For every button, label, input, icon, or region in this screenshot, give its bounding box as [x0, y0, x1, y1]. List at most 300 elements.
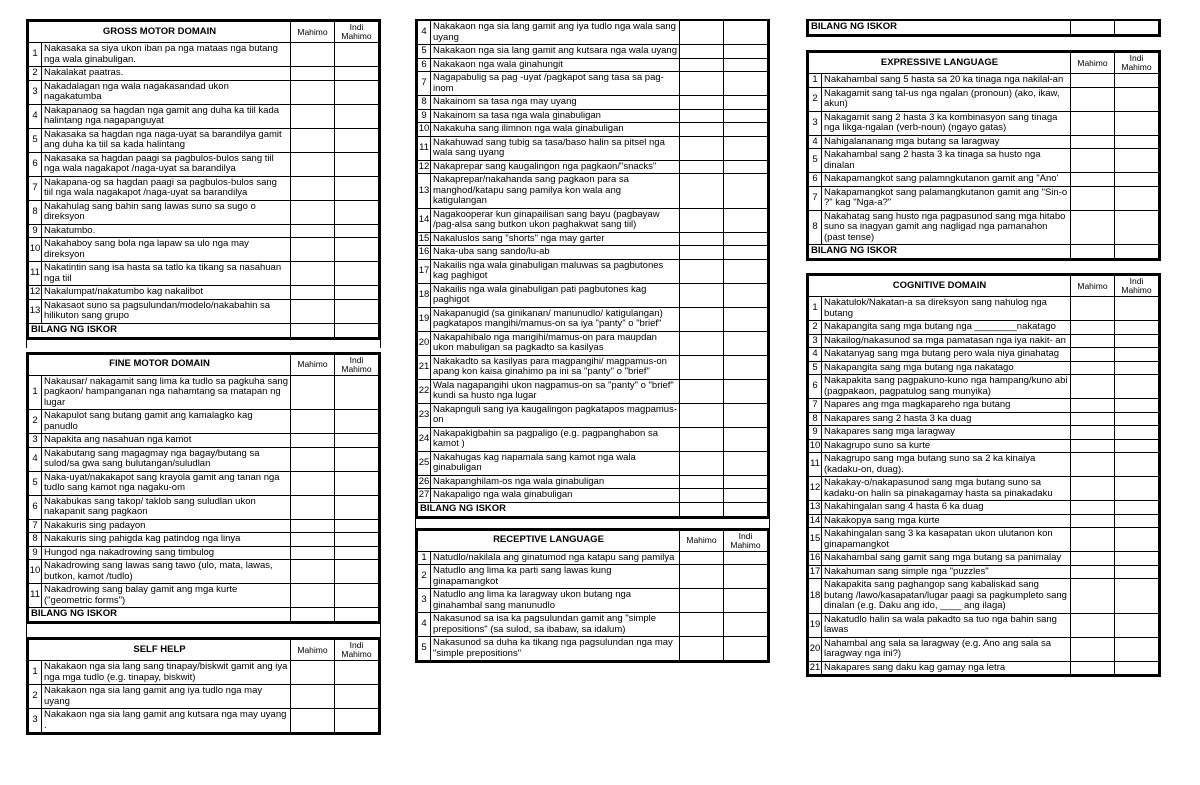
indi-mahimo-checkbox[interactable] [335, 546, 379, 560]
item-row [29, 176, 379, 200]
mahimo-checkbox[interactable] [1071, 111, 1115, 135]
mahimo-checkbox[interactable] [291, 152, 335, 176]
indi-mahimo-checkbox[interactable] [1115, 661, 1159, 675]
mahimo-checkbox[interactable] [291, 546, 335, 560]
indi-mahimo-checkbox[interactable] [1115, 613, 1159, 637]
item-number: 2 [809, 321, 822, 335]
indi-mahimo-checkbox[interactable] [335, 560, 379, 584]
item-number: 10 [809, 439, 821, 451]
mahimo-checkbox[interactable] [1071, 348, 1115, 362]
mahimo-checkbox[interactable] [291, 176, 335, 200]
item-row [29, 447, 379, 471]
indi-mahimo-checkbox[interactable] [335, 685, 379, 709]
item-text: Nakagrupo sang mga butang suno sa 2 ka kinaiya (kadaku-on, duag). [822, 453, 1071, 477]
indi-mahimo-checkbox[interactable] [724, 259, 768, 283]
mahimo-checkbox[interactable] [1071, 361, 1115, 375]
item-text: Naka-uba sang sando/lu-ab [431, 246, 680, 260]
item-row [418, 174, 768, 209]
mahimo-checkbox[interactable] [680, 283, 724, 307]
indi-mahimo-checkbox[interactable] [724, 475, 768, 489]
self-help-continued-table [417, 20, 768, 517]
indi-mahimo-checkbox[interactable] [335, 43, 379, 67]
item-row [29, 584, 379, 608]
item-number: 6 [29, 152, 42, 176]
mahimo-checkbox[interactable] [680, 355, 724, 379]
item-number: 3 [29, 80, 42, 104]
indi-mahimo-checkbox[interactable] [335, 471, 379, 495]
indi-mahimo-checkbox[interactable] [1115, 87, 1159, 111]
mahimo-checkbox[interactable] [291, 224, 335, 238]
item-number: 16 [809, 552, 821, 563]
mahimo-checkbox[interactable] [1071, 477, 1115, 501]
mahimo-checkbox[interactable] [1071, 613, 1115, 637]
mahimo-header: Mahimo [291, 22, 335, 43]
indi-mahimo-checkbox[interactable] [335, 584, 379, 608]
item-row [418, 355, 768, 379]
mahimo-checkbox[interactable] [1071, 297, 1115, 321]
indi-mahimo-checkbox[interactable] [724, 160, 768, 174]
item-text: Nakakaon nga sia lang gamit ang iya tudlo nga wala sang uyang [431, 21, 680, 45]
item-row [809, 321, 1159, 335]
indi-mahimo-checkbox[interactable] [335, 104, 379, 128]
item-row [809, 173, 1159, 187]
indi-mahimo-checkbox[interactable] [1115, 375, 1159, 399]
mahimo-checkbox[interactable] [680, 58, 724, 72]
indi-mahimo-checkbox[interactable] [335, 410, 379, 434]
item-number: 20 [418, 331, 431, 355]
item-row [418, 489, 768, 503]
indi-mahimo-header: Indi Mahimo [335, 22, 379, 43]
indi-mahimo-checkbox[interactable] [724, 109, 768, 123]
mahimo-checkbox[interactable] [1071, 74, 1115, 88]
item-row [809, 87, 1159, 111]
mahimo-checkbox[interactable] [1071, 135, 1115, 149]
item-number: 13 [29, 299, 42, 323]
item-text: Hungod nga nakadrowing sang timbulog [42, 546, 291, 560]
indi-mahimo-checkbox[interactable] [1115, 528, 1159, 552]
item-number: 1 [29, 661, 42, 685]
mahimo-checkbox[interactable] [680, 637, 724, 661]
mahimo-score[interactable] [1071, 245, 1115, 259]
mahimo-checkbox[interactable] [291, 519, 335, 533]
indi-mahimo-checkbox[interactable] [335, 128, 379, 152]
item-text: Nakasunod sa isa ka pagsulundan gamit ang "simple prepositions" (sa sulod, sa ibabaw, sa idalum) [431, 613, 680, 637]
indi-mahimo-checkbox[interactable] [724, 208, 768, 232]
mahimo-checkbox[interactable] [680, 259, 724, 283]
indi-mahimo-checkbox[interactable] [724, 21, 768, 45]
item-row [809, 579, 1159, 614]
item-row [809, 661, 1159, 675]
indi-mahimo-checkbox[interactable] [1115, 321, 1159, 335]
indi-mahimo-checkbox[interactable] [724, 58, 768, 72]
indi-mahimo-checkbox[interactable] [335, 709, 379, 733]
indi-mahimo-checkbox[interactable] [335, 238, 379, 262]
item-row [418, 160, 768, 174]
indi-mahimo-checkbox[interactable] [335, 434, 379, 448]
indi-mahimo-checkbox[interactable] [1115, 426, 1159, 440]
item-number: 8 [29, 533, 42, 547]
mahimo-checkbox[interactable] [291, 533, 335, 547]
indi-mahimo-checkbox[interactable] [1115, 412, 1159, 426]
item-text: Nakailog/nakasunod sa mga pamatasan nga iya nakit- an [822, 334, 1071, 348]
mahimo-checkbox[interactable] [291, 67, 335, 81]
mahimo-checkbox[interactable] [291, 584, 335, 608]
indi-mahimo-checkbox[interactable] [335, 299, 379, 323]
mahimo-checkbox[interactable] [291, 685, 335, 709]
item-number: 10 [29, 238, 42, 262]
indi-mahimo-checkbox[interactable] [1115, 439, 1159, 453]
mahimo-checkbox[interactable] [1071, 375, 1115, 399]
indi-mahimo-checkbox[interactable] [1115, 210, 1159, 245]
item-number: 4 [29, 104, 42, 128]
section-header [418, 530, 768, 551]
gross-motor-table [28, 21, 379, 338]
item-number: 3 [29, 434, 42, 448]
item-number: 8 [29, 200, 42, 224]
indi-mahimo-score[interactable] [335, 608, 379, 622]
indi-mahimo-score[interactable] [724, 502, 768, 516]
mahimo-checkbox[interactable] [291, 286, 335, 300]
mahimo-score[interactable] [291, 323, 335, 337]
indi-mahimo-checkbox[interactable] [1115, 501, 1159, 515]
mahimo-checkbox[interactable] [680, 403, 724, 427]
item-text: Nakasaka sa hagdan paagi sa pagbulos-bulos sang tiil nga wala nagakapot /naga-uyat sa barandilya [42, 152, 291, 176]
item-text: Nakakaon nga sia lang gamit ang kutsara nga wala uyang [431, 45, 680, 59]
indi-mahimo-header: Indi Mahimo [335, 354, 379, 375]
indi-mahimo-checkbox[interactable] [335, 661, 379, 685]
item-text: Nakapulot sang butang gamit ang kamalagko kag panudlo [42, 410, 291, 434]
item-number: 10 [418, 123, 430, 134]
section-title: FINE MOTOR DOMAIN [29, 354, 291, 375]
mahimo-checkbox[interactable] [291, 43, 335, 67]
item-row [29, 519, 379, 533]
item-text: Nakadrowing sang balay gamit ang mga kurte ("geometric forms") [42, 584, 291, 608]
indi-mahimo-checkbox[interactable] [724, 551, 768, 565]
mahimo-checkbox[interactable] [1071, 453, 1115, 477]
mahimo-checkbox[interactable] [291, 471, 335, 495]
indi-mahimo-checkbox[interactable] [724, 96, 768, 110]
indi-mahimo-checkbox[interactable] [1115, 111, 1159, 135]
item-text: Napakita ang nasahuan nga kamot [42, 434, 291, 448]
mahimo-checkbox[interactable] [1071, 661, 1115, 675]
mahimo-checkbox[interactable] [680, 565, 724, 589]
mahimo-checkbox[interactable] [1071, 426, 1115, 440]
mahimo-checkbox[interactable] [1071, 579, 1115, 614]
item-number: 13 [809, 501, 821, 512]
score-total-row [29, 323, 379, 337]
mahimo-score[interactable] [291, 608, 335, 622]
item-number: 1 [29, 375, 42, 410]
item-row [29, 375, 379, 410]
item-number: 12 [809, 477, 822, 501]
item-number: 19 [418, 307, 431, 331]
indi-mahimo-checkbox[interactable] [335, 67, 379, 81]
item-text: Nakabutang sang magagmay nga bagay/butang sa sulod/sa gwa sang bulutangan/suludlan [42, 447, 291, 471]
mahimo-checkbox[interactable] [680, 136, 724, 160]
indi-mahimo-checkbox[interactable] [1115, 297, 1159, 321]
item-number: 18 [418, 283, 431, 307]
indi-mahimo-checkbox[interactable] [335, 286, 379, 300]
mahimo-checkbox[interactable] [1071, 565, 1115, 579]
item-number: 7 [809, 186, 822, 210]
indi-mahimo-checkbox[interactable] [724, 565, 768, 589]
indi-mahimo-checkbox[interactable] [724, 72, 768, 96]
item-text: Nakalakat paatras. [42, 67, 291, 81]
mahimo-checkbox[interactable] [291, 80, 335, 104]
item-row [809, 613, 1159, 637]
item-number: 11 [29, 262, 42, 286]
mahimo-checkbox[interactable] [680, 208, 724, 232]
item-number: 17 [418, 259, 431, 283]
item-number: 19 [809, 613, 822, 637]
mahimo-checkbox[interactable] [291, 104, 335, 128]
item-text: Nagakooperar kun ginapailisan sang bayu (pagbayaw /pag-alsa sang butkon ukon paghakwat sang tiil) [431, 208, 680, 232]
indi-mahimo-checkbox[interactable] [724, 331, 768, 355]
item-number: 3 [809, 111, 822, 135]
item-number: 3 [809, 334, 822, 348]
indi-mahimo-checkbox[interactable] [724, 403, 768, 427]
indi-mahimo-checkbox[interactable] [1115, 514, 1159, 528]
mahimo-header: Mahimo [291, 354, 335, 375]
item-number: 25 [418, 451, 431, 475]
indi-mahimo-checkbox[interactable] [724, 45, 768, 59]
indi-mahimo-header: Indi Mahimo [724, 530, 768, 551]
indi-mahimo-checkbox[interactable] [724, 451, 768, 475]
indi-mahimo-checkbox[interactable] [724, 174, 768, 209]
mahimo-checkbox[interactable] [680, 613, 724, 637]
indi-mahimo-checkbox[interactable] [335, 495, 379, 519]
item-text: Nakasaot suno sa pagsulundan/modelo/nakabahin sa hilikuton sang grupo [42, 299, 291, 323]
indi-mahimo-score[interactable] [1115, 245, 1159, 259]
item-number: 17 [809, 565, 821, 577]
item-number: 9 [29, 546, 42, 560]
mahimo-checkbox[interactable] [680, 109, 724, 123]
item-row [809, 74, 1159, 88]
mahimo-checkbox[interactable] [680, 246, 724, 260]
item-text: Natudlo ang lima ka laragway ukon butang nga ginahambal sang manunudlo [431, 589, 680, 613]
mahimo-checkbox[interactable] [291, 238, 335, 262]
indi-mahimo-checkbox[interactable] [1115, 348, 1159, 362]
mahimo-checkbox[interactable] [1071, 87, 1115, 111]
indi-mahimo-checkbox[interactable] [335, 519, 379, 533]
item-text: Nakahugas kag napamala sang kamot nga wala ginabuligan [431, 451, 680, 475]
indi-mahimo-checkbox[interactable] [335, 200, 379, 224]
item-row [29, 200, 379, 224]
mahimo-checkbox[interactable] [1071, 528, 1115, 552]
item-text: Nakahingalan sang 4 hasta 6 ka duag [822, 501, 1071, 515]
item-row [809, 399, 1159, 413]
indi-mahimo-score[interactable] [335, 323, 379, 337]
indi-mahimo-checkbox[interactable] [724, 613, 768, 637]
mahimo-checkbox[interactable] [291, 299, 335, 323]
mahimo-checkbox[interactable] [291, 447, 335, 471]
item-row [809, 439, 1159, 453]
indi-mahimo-checkbox[interactable] [335, 152, 379, 176]
item-number: 14 [809, 514, 821, 526]
indi-mahimo-checkbox[interactable] [335, 533, 379, 547]
indi-mahimo-checkbox[interactable] [724, 307, 768, 331]
fine-motor-table [28, 354, 379, 623]
mahimo-checkbox[interactable] [291, 495, 335, 519]
mahimo-checkbox[interactable] [1071, 149, 1115, 173]
indi-mahimo-checkbox[interactable] [724, 489, 768, 503]
indi-mahimo-checkbox[interactable] [724, 589, 768, 613]
mahimo-checkbox[interactable] [1071, 210, 1115, 245]
mahimo-checkbox[interactable] [291, 375, 335, 410]
item-number: 6 [418, 58, 431, 72]
item-row [809, 514, 1159, 528]
indi-mahimo-checkbox[interactable] [724, 427, 768, 451]
mahimo-header: Mahimo [1071, 276, 1115, 297]
indi-mahimo-checkbox[interactable] [1115, 579, 1159, 614]
mahimo-score[interactable] [1071, 21, 1115, 35]
item-row [418, 21, 768, 45]
indi-mahimo-checkbox[interactable] [724, 123, 768, 137]
indi-mahimo-checkbox[interactable] [724, 283, 768, 307]
item-number: 5 [418, 637, 431, 661]
item-number: 27 [418, 489, 430, 500]
mahimo-checkbox[interactable] [1071, 399, 1115, 413]
indi-mahimo-checkbox[interactable] [1115, 149, 1159, 173]
mahimo-checkbox[interactable] [680, 72, 724, 96]
indi-mahimo-checkbox[interactable] [335, 224, 379, 238]
mahimo-checkbox[interactable] [680, 160, 724, 174]
item-row [809, 501, 1159, 515]
item-row [418, 58, 768, 72]
mahimo-checkbox[interactable] [1071, 173, 1115, 187]
indi-mahimo-checkbox[interactable] [335, 375, 379, 410]
mahimo-checkbox[interactable] [680, 307, 724, 331]
mahimo-checkbox[interactable] [291, 200, 335, 224]
receptive-language-table [417, 530, 768, 662]
indi-mahimo-checkbox[interactable] [1115, 637, 1159, 661]
mahimo-checkbox[interactable] [291, 434, 335, 448]
mahimo-checkbox[interactable] [680, 451, 724, 475]
indi-mahimo-checkbox[interactable] [335, 262, 379, 286]
item-text: Napares ang mga magkapareho nga butang [822, 399, 1071, 413]
indi-mahimo-checkbox[interactable] [1115, 173, 1159, 187]
item-text: Nakahaboy sang bola nga lapaw sa ulo nga may direksyon [42, 238, 291, 262]
item-number: 1 [418, 551, 431, 565]
item-text: Nakahambal sang 5 hasta sa 20 ka tinaga nga nakilal-an [822, 74, 1071, 88]
item-text: Nakakadto sa kasilyas para magpangihi/ magpamus-on apang kon kaisa ginahimo pa ini sa "panty" o "brief" [431, 355, 680, 379]
mahimo-checkbox[interactable] [291, 128, 335, 152]
item-text: Natudlo/nakilala ang ginatumod nga katapu sang pamilya [431, 551, 680, 565]
mahimo-checkbox[interactable] [680, 551, 724, 565]
item-row [418, 283, 768, 307]
mahimo-score[interactable] [680, 502, 724, 516]
indi-mahimo-checkbox[interactable] [724, 379, 768, 403]
mahimo-checkbox[interactable] [680, 379, 724, 403]
item-row [29, 560, 379, 584]
mahimo-checkbox[interactable] [680, 589, 724, 613]
mahimo-checkbox[interactable] [680, 21, 724, 45]
item-row [29, 533, 379, 547]
indi-mahimo-checkbox[interactable] [1115, 565, 1159, 579]
indi-mahimo-checkbox[interactable] [724, 637, 768, 661]
indi-mahimo-checkbox[interactable] [1115, 186, 1159, 210]
mahimo-checkbox[interactable] [680, 96, 724, 110]
mahimo-checkbox[interactable] [291, 709, 335, 733]
section-title: RECEPTIVE LANGUAGE [418, 530, 680, 551]
item-text: Nahigalananang mga butang sa laragway [822, 135, 1071, 149]
item-row [809, 297, 1159, 321]
item-text: Nakapakigbahin sa pagpaligo (e.g. pagpanghabon sa kamot ) [431, 427, 680, 451]
indi-mahimo-checkbox[interactable] [724, 246, 768, 260]
mahimo-checkbox[interactable] [1071, 321, 1115, 335]
item-text: Nakahambal sang 2 hasta 3 ka tinaga sa husto nga dinalan [822, 149, 1071, 173]
section-title: EXPRESSIVE LANGUAGE [809, 53, 1071, 74]
item-number: 18 [809, 579, 822, 614]
item-text: Nakasunod sa duha ka tikang nga pagsulundan nga may "simple prepositions" [431, 637, 680, 661]
mahimo-checkbox[interactable] [1071, 552, 1115, 566]
indi-mahimo-checkbox[interactable] [1115, 361, 1159, 375]
item-row [809, 361, 1159, 375]
mahimo-checkbox[interactable] [680, 45, 724, 59]
item-text: Nakahuwad sang tubig sa tasa/baso halin sa pitsel nga wala sang uyang [431, 136, 680, 160]
item-row [29, 43, 379, 67]
indi-mahimo-checkbox[interactable] [335, 176, 379, 200]
mahimo-checkbox[interactable] [291, 661, 335, 685]
indi-mahimo-checkbox[interactable] [1115, 74, 1159, 88]
section-header [29, 354, 379, 375]
indi-mahimo-checkbox[interactable] [724, 232, 768, 246]
indi-mahimo-checkbox[interactable] [1115, 135, 1159, 149]
mahimo-checkbox[interactable] [1071, 439, 1115, 453]
mahimo-checkbox[interactable] [1071, 186, 1115, 210]
indi-mahimo-score[interactable] [1115, 21, 1159, 35]
indi-mahimo-checkbox[interactable] [335, 80, 379, 104]
mahimo-checkbox[interactable] [680, 232, 724, 246]
mahimo-checkbox[interactable] [680, 489, 724, 503]
mahimo-checkbox[interactable] [680, 331, 724, 355]
mahimo-checkbox[interactable] [291, 262, 335, 286]
item-text: Nakadalagan nga wala nagakasandad ukon nagakatumba [42, 80, 291, 104]
mahimo-checkbox[interactable] [680, 427, 724, 451]
item-row [29, 546, 379, 560]
mahimo-checkbox[interactable] [291, 560, 335, 584]
indi-mahimo-checkbox[interactable] [1115, 477, 1159, 501]
mahimo-checkbox[interactable] [680, 475, 724, 489]
indi-mahimo-checkbox[interactable] [335, 447, 379, 471]
indi-mahimo-checkbox[interactable] [724, 355, 768, 379]
item-text: Nakailis nga wala ginabuligan pati pagbutones kag paghigot [431, 283, 680, 307]
indi-mahimo-checkbox[interactable] [1115, 552, 1159, 566]
item-number: 4 [418, 613, 431, 637]
score-total-label: BILANG NG ISKOR [809, 21, 1071, 35]
item-text: Nakakopya sang mga kurte [822, 514, 1071, 528]
mahimo-checkbox[interactable] [1071, 637, 1115, 661]
indi-mahimo-checkbox[interactable] [724, 136, 768, 160]
mahimo-checkbox[interactable] [291, 410, 335, 434]
mahimo-checkbox[interactable] [680, 174, 724, 209]
item-text: Nakakay-o/nakapasunod sang mga butang suno sa kadaku-on halin sa pinakagamay hasta sa pinakadaku [822, 477, 1071, 501]
mahimo-checkbox[interactable] [1071, 412, 1115, 426]
indi-mahimo-checkbox[interactable] [1115, 399, 1159, 413]
item-number: 12 [29, 286, 41, 297]
mahimo-checkbox[interactable] [680, 123, 724, 137]
item-row [418, 331, 768, 355]
mahimo-checkbox[interactable] [1071, 501, 1115, 515]
mahimo-checkbox[interactable] [1071, 514, 1115, 528]
item-text: Nakatintin sang isa hasta sa tatlo ka tikang sa nasahuan nga tiil [42, 262, 291, 286]
item-text: Nakahambal sang gamit sang mga butang sa panimalay [822, 552, 1071, 566]
indi-mahimo-checkbox[interactable] [1115, 334, 1159, 348]
item-row [29, 80, 379, 104]
item-text: Nagapabulig sa pag -uyat /pagkapot sang tasa sa pag-inom [431, 72, 680, 96]
indi-mahimo-checkbox[interactable] [1115, 453, 1159, 477]
mahimo-checkbox[interactable] [1071, 334, 1115, 348]
